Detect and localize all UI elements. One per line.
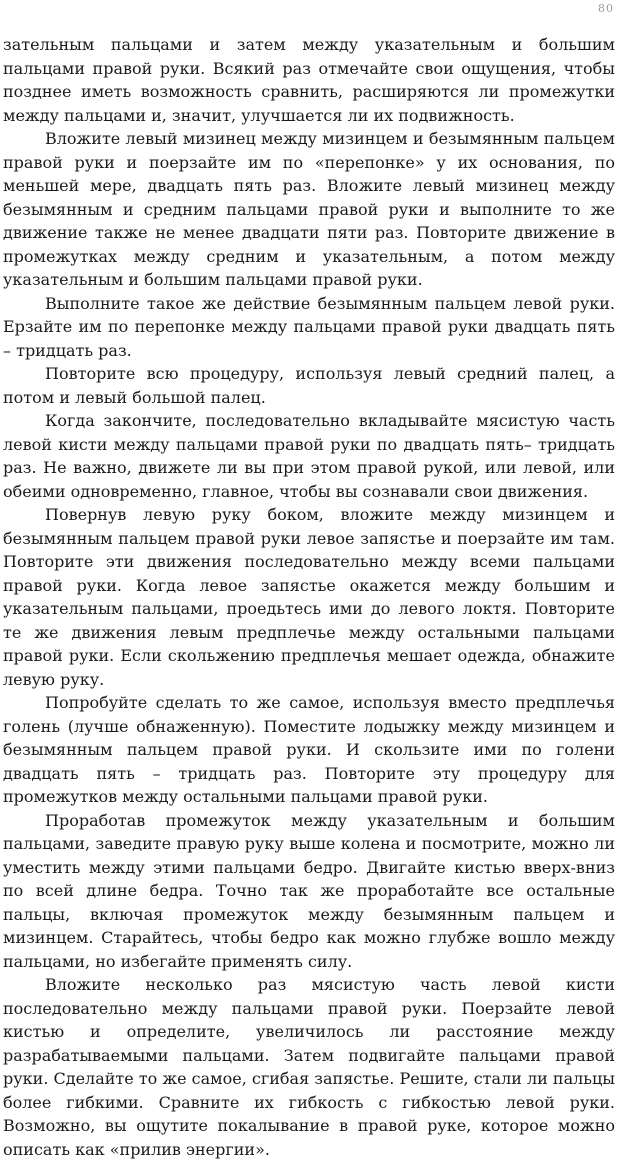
paragraph: Когда закончите, последовательно вкладывайте мясистую часть левой кисти между пальцами правой руки по двадцать пять– тридцать раз. Не важно, движете ли вы при этом правой рукой, или левой, или обеими одновременно, главное, чтобы вы сознавали свои движения.	[3, 411, 615, 501]
paragraph: Выполните такое же действие безымянным пальцем левой руки. Ерзайте им по перепонке между пальцами правой руки двадцать пять – тридцать раз.	[3, 293, 615, 360]
paragraph: зательным пальцами и затем между указательным и большим пальцами правой руки. Всякий раз отмечайте свои ощущения, чтобы позднее иметь возможность сравнить, расширяются ли промежутки между пальцами и, значит, улучшается ли их подвижность.	[3, 35, 615, 125]
paragraph: Проработав промежуток между указательным и большим пальцами, заведите правую руку выше колена и посмотрите, можно ли уместить между этими пальцами бедро. Двигайте кистью вверх-вниз по всей длине бедра. Точно так же проработайте все остальные пальцы, включая промежуток между безымянным пальцем и мизинцем. Старайтесь, чтобы бедро как можно глубже вошло между пальцами, но избегайте применять силу.	[3, 810, 615, 971]
paragraph: Попробуйте сделать то же самое, используя вместо предплечья голень (лучше обнаженную). Поместите лодыжку между мизинцем и безымянным пальцем правой руки. И скользите ими по голени двадцать пять – тридцать раз. Повторите эту процедуру для промежутков между остальными пальцами правой руки.	[3, 693, 615, 806]
paragraph: Повторите всю процедуру, используя левый средний палец, а потом и левый большой палец.	[3, 364, 615, 407]
paragraph: Вложите левый мизинец между мизинцем и безымянным пальцем правой руки и поерзайте им по «перепонке» у их основания, по меньшей мере, двадцать пять раз. Вложите левый мизинец между безымянным и средним пальцами правой руки и выполните то же движение также не менее двадцати пяти раз. Повторите движение в промежутках между средним и указательным, а потом между указательным и большим пальцами правой руки.	[3, 129, 615, 289]
paragraph: Вложите несколько раз мясистую часть левой кисти последовательно между пальцами правой руки. Поерзайте левой кистью и определите, увеличилось ли расстояние между разрабатываемыми пальцами. Затем подвигайте пальцами правой руки. Сделайте то же самое, сгибая запястье. Решите, стали ли пальцы более гибкими. Сравните их гибкость с гибкостью левой руки. Возможно, вы ощутите покалывание в правой руке, которое можно описать как «прилив энергии».	[3, 975, 615, 1159]
body-text	[3, 33, 615, 1161]
page-number: 80	[598, 2, 614, 15]
paragraph: Повернув левую руку боком, вложите между мизинцем и безымянным пальцем правой руки левое запястье и поерзайте им там. Повторите эти движения последовательно между всеми пальцами правой руки. Когда левое запястье окажется между большим и указательным пальцами, проедьтесь ими до левого локтя. Повторите те же движения левым предплечье между остальными пальцами правой руки. Если скольжению предплечья мешает одежда, обнажите левую руку.	[3, 505, 615, 689]
